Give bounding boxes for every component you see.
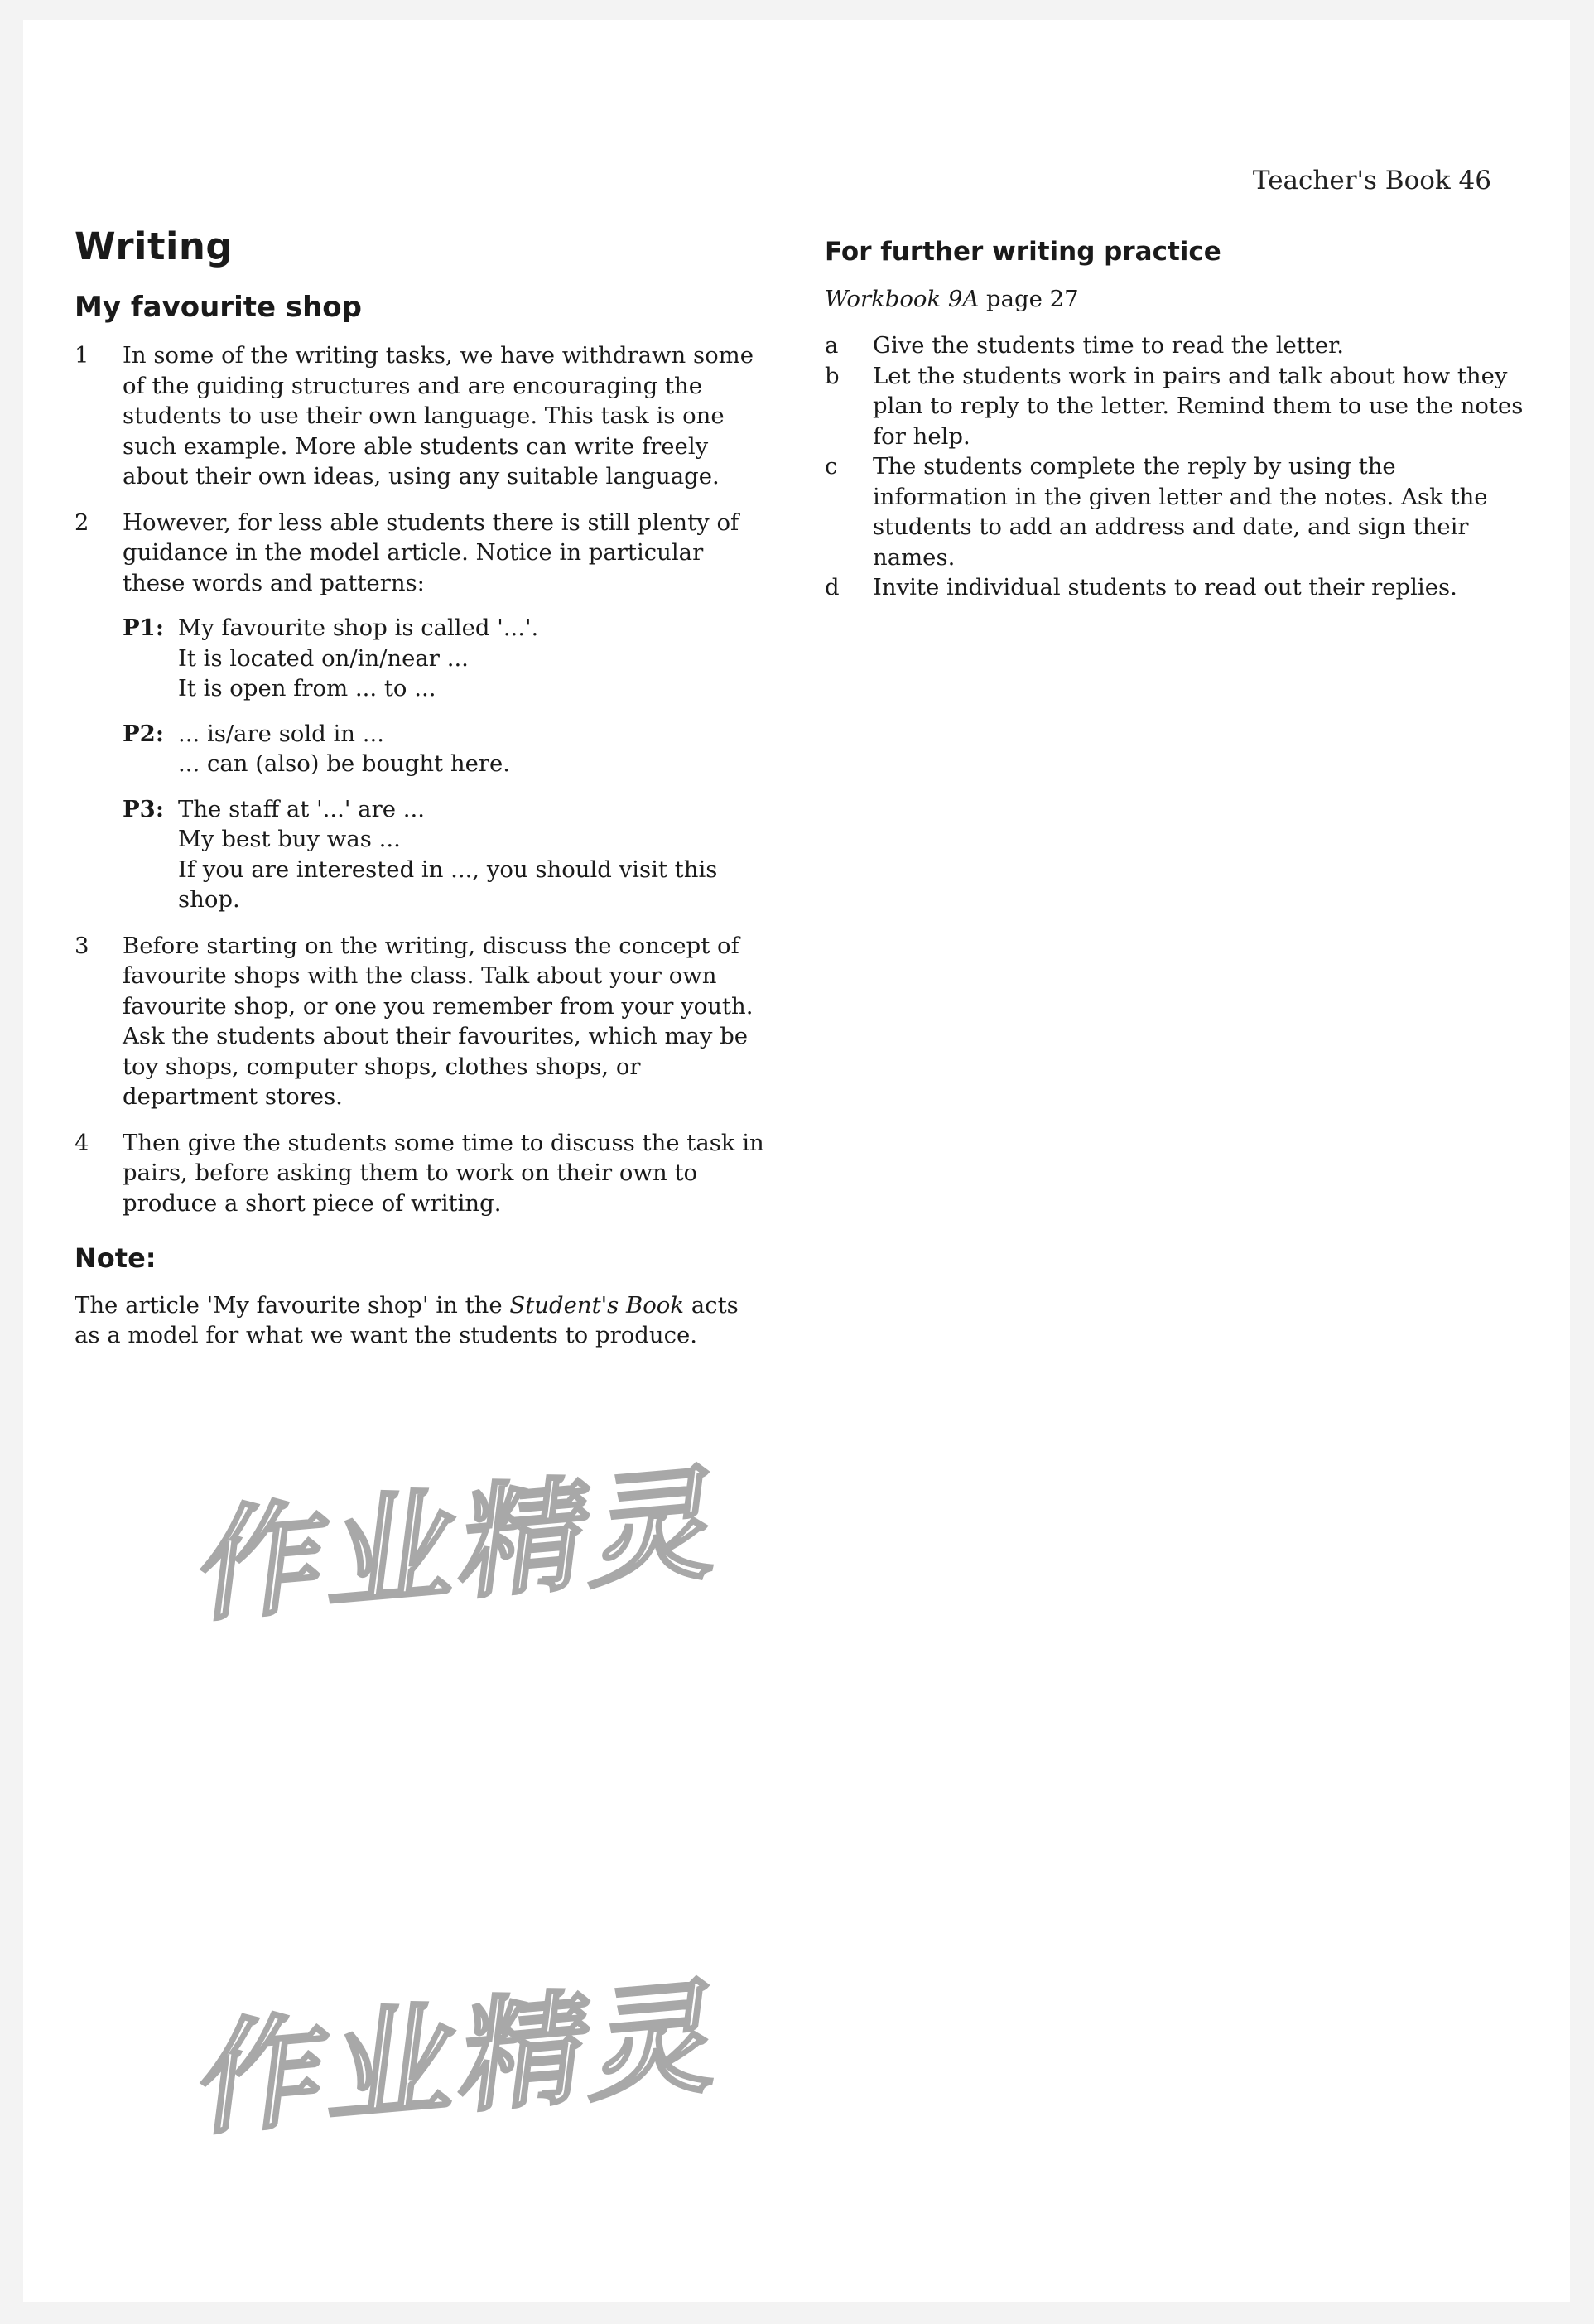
- item-number: 3: [75, 932, 89, 959]
- note-text-part: acts as a model for what we want the students to produce.: [75, 1291, 739, 1348]
- item-text: However, for less able students there is still plenty of guidance in the model article. Notice in particular these words and patterns:: [123, 509, 739, 596]
- item-text: Before starting on the writing, discuss the concept of favourite shops with the class. Talk about your own favourite shop, or one you remember from your youth. Ask the students about their favourites, which may be toy shops, computer shops, clothes shops, or department stores.: [123, 932, 754, 1110]
- pattern-line: My favourite shop is called '...'.: [178, 615, 539, 641]
- pattern-p2: [123, 719, 770, 779]
- section-title: Writing: [75, 224, 234, 268]
- list-item: [75, 1128, 770, 1219]
- right-column: [825, 232, 1529, 603]
- pattern-tag: P1:: [123, 615, 164, 641]
- pattern-line: The staff at '...' are ...: [178, 795, 425, 822]
- pattern-p1: [123, 613, 770, 704]
- pattern-tag: P3:: [123, 795, 164, 822]
- list-item: [825, 330, 1529, 361]
- pattern-tag: P2:: [123, 720, 164, 747]
- pattern-line: ... is/are sold in ...: [178, 720, 384, 747]
- list-item: [825, 572, 1529, 603]
- workbook-title: Workbook 9A: [825, 285, 980, 312]
- section-subtitle: My favourite shop: [75, 290, 363, 324]
- list-item: [75, 340, 770, 492]
- item-text: Give the students time to read the letter.: [873, 332, 1345, 359]
- pattern-line: My best buy was ...: [178, 826, 401, 852]
- item-number: 2: [75, 509, 89, 536]
- item-number: 1: [75, 342, 89, 369]
- item-text: In some of the writing tasks, we have withdrawn some of the guiding structures and are encouraging the students to use their own language. This task is one such example. More able students can write freely about their own ideas, using any suitable language.: [123, 342, 754, 489]
- note-section: [75, 1243, 770, 1351]
- item-letter: b: [825, 362, 840, 389]
- page: [23, 20, 1570, 2302]
- item-text: Let the students work in pairs and talk about how they plan to reply to the letter. Remind them to use the notes for help.: [873, 362, 1524, 450]
- item-letter: d: [825, 574, 840, 600]
- item-number: 4: [75, 1129, 89, 1156]
- note-text-part: The article 'My favourite shop' in the: [75, 1291, 510, 1319]
- item-letter: c: [825, 453, 838, 480]
- workbook-page: page 27: [979, 285, 1079, 312]
- pattern-line: If you are interested in ..., you should visit this shop.: [178, 856, 718, 913]
- pattern-line: ... can (also) be bought here.: [178, 750, 511, 777]
- note-text: [75, 1290, 770, 1351]
- pattern-line: It is open from ... to ...: [178, 675, 436, 702]
- running-head: Teacher's Book 46: [1252, 166, 1491, 195]
- pattern-line: It is located on/in/near ...: [178, 644, 469, 672]
- item-text: Then give the students some time to discuss the task in pairs, before asking them to work on their own to produce a short piece of writing.: [123, 1129, 764, 1217]
- instruction-list: [75, 340, 770, 1218]
- left-column: [75, 224, 770, 1351]
- list-item: [75, 508, 770, 915]
- list-item: [75, 931, 770, 1112]
- item-letter: a: [825, 332, 839, 359]
- pattern-p3: [123, 794, 770, 915]
- item-text: Invite individual students to read out their replies.: [873, 574, 1457, 600]
- workbook-reference: [825, 284, 1529, 315]
- watermark: 作业精灵: [190, 1451, 734, 1640]
- list-item: [825, 451, 1529, 572]
- watermark: 作业精灵: [190, 1965, 734, 2153]
- practice-list: [825, 330, 1529, 603]
- item-text: The students complete the reply by using the information in the given letter and the notes. Ask the students to add an address and date, and sign their names.: [873, 453, 1488, 571]
- list-item: [825, 361, 1529, 452]
- note-text-italic: Student's Book: [509, 1291, 685, 1319]
- note-heading: Note:: [75, 1242, 157, 1274]
- practice-heading: For further writing practice: [825, 237, 1221, 267]
